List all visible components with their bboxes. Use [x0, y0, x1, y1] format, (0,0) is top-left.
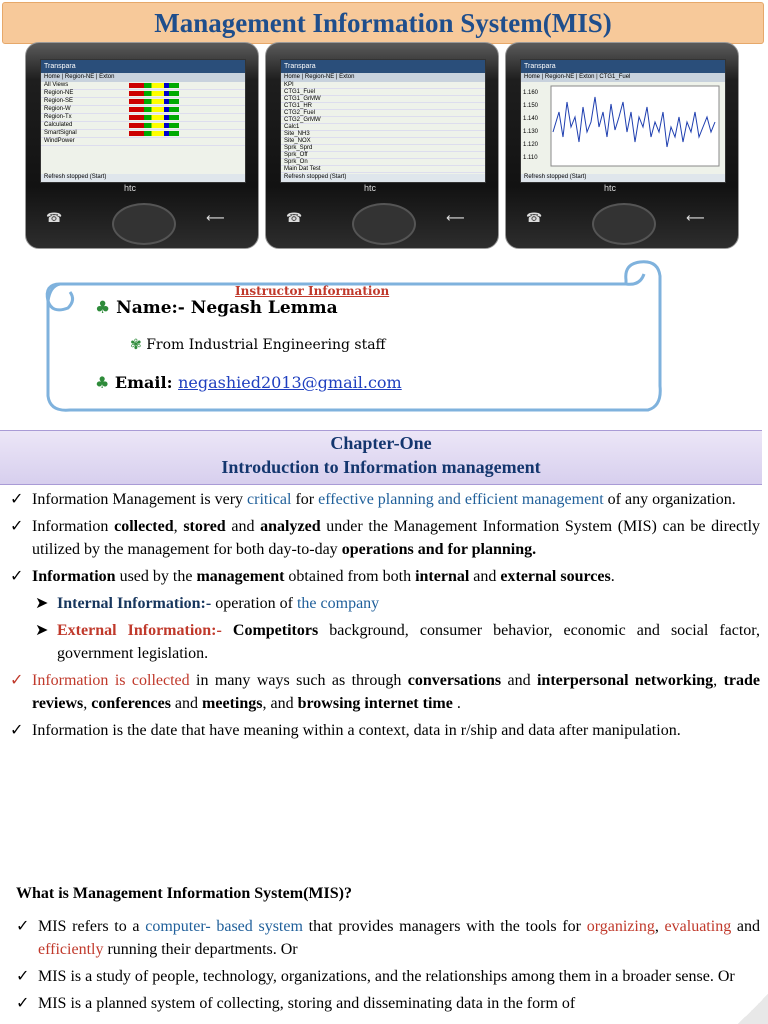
call-icon: ☎ [526, 211, 543, 226]
flower-icon: ✾ [130, 337, 142, 353]
clover-icon: ♣ [95, 298, 111, 318]
phone-3-tabs: Home | Region-NE | Exton | CTG1_Fuel [521, 73, 725, 82]
name-line [95, 298, 338, 318]
list-item: ✓ Information is the date that have meaning within a context, data in r/ship and data after manipulation. [10, 719, 760, 742]
list-item: ✓ MIS is a study of people, technology, organizations, and the relationships among them in a broader sense. Or [16, 965, 760, 988]
email-label: Email: [114, 373, 173, 392]
list-item: ✓ Information Management is very critical for effective planning and efficient management of any organization. [10, 488, 760, 511]
check-icon: ✓ [10, 491, 24, 508]
list-item: All Views [41, 82, 245, 90]
phone-1-tabs: Home | Region-NE | Exton [41, 73, 245, 82]
arrow-icon: ➤ [35, 622, 49, 639]
chapter-banner [0, 430, 762, 485]
nav-wheel [112, 203, 176, 245]
check-icon: ✓ [10, 722, 24, 739]
check-icon: ✓ [10, 672, 24, 689]
check-icon: ✓ [10, 518, 24, 535]
phone-2-tabs: Home | Region-NE | Exton [281, 73, 485, 82]
list-item: ➤ Internal Information:- operation of the company [10, 592, 760, 615]
phone-2-footer: Refresh stopped (Start) [281, 174, 485, 182]
list-item: CTG2_Fuel [281, 110, 485, 117]
mis-definitions [16, 915, 760, 1019]
phone-2-screen [280, 59, 486, 183]
list-item: ✓ Information collected, stored and analyzed under the Management Information System (MIS) can be directly utilized by the management for both day-to-day operations and for planning. [10, 515, 760, 561]
call-icon: ☎ [46, 211, 63, 226]
back-arrow-icon: ⟵ [206, 211, 225, 226]
check-icon: ✓ [16, 918, 30, 935]
check-icon: ✓ [16, 995, 30, 1012]
name-label: Name:- [116, 298, 185, 318]
phone-3-brand: Transpara [521, 60, 725, 73]
list-item: Site_NOX [281, 138, 485, 145]
check-icon: ✓ [10, 568, 24, 585]
chapter-title: Introduction to Information management [221, 457, 541, 477]
list-item: Site_NH3 [281, 131, 485, 138]
check-icon: ✓ [16, 968, 30, 985]
call-icon: ☎ [286, 211, 303, 226]
section-heading: What is Management Information System(MIS)? [16, 885, 352, 902]
list-item: CTG2_GrMW [281, 117, 485, 124]
chapter-number: Chapter-One [330, 433, 432, 453]
list-item: Region-W [41, 106, 245, 114]
svg-text:1.160: 1.160 [523, 90, 539, 96]
list-item: Region-NE [41, 90, 245, 98]
list-item: CTG1_Fuel [281, 89, 485, 96]
svg-text:1.120: 1.120 [523, 142, 539, 148]
main-content [10, 488, 760, 746]
page-title: Management Information System(MIS) [154, 8, 612, 38]
svg-text:1.130: 1.130 [523, 129, 539, 135]
phone-2 [265, 42, 499, 249]
page-curl [738, 994, 768, 1024]
phone-3 [505, 42, 739, 249]
list-item: SmartSignal [41, 130, 245, 138]
svg-text:1.140: 1.140 [523, 116, 539, 122]
phone-3-footer: Refresh stopped (Start) [521, 174, 725, 182]
phone-2-brand: Transpara [281, 60, 485, 73]
trend-chart-icon [521, 82, 725, 174]
list-item: ✓ MIS is a planned system of collecting, storing and disseminating data in the form of [16, 992, 760, 1015]
phone-1-footer: Refresh stopped (Start) [41, 174, 245, 182]
instructor-heading: Instructor Information [235, 284, 390, 298]
phone-1-screen [40, 59, 246, 183]
email-line [95, 373, 402, 392]
phone-images [25, 42, 750, 252]
list-item: Region-Tx [41, 114, 245, 122]
list-item: KPI [281, 82, 485, 89]
nav-wheel [592, 203, 656, 245]
svg-text:1.150: 1.150 [523, 103, 539, 109]
list-item: Sprk_Sprd [281, 145, 485, 152]
phone-1-maker: htc [124, 183, 137, 193]
list-item: Sprk_Off [281, 152, 485, 159]
list-item: ➤ External Information:- Competitors background, consumer behavior, economic and social factor, government legislation. [10, 619, 760, 665]
back-arrow-icon: ⟵ [686, 211, 705, 226]
list-item: Calculated [41, 122, 245, 130]
list-item: Main Dat Test [281, 166, 485, 173]
list-item: Region-SE [41, 98, 245, 106]
from-line [130, 337, 386, 353]
arrow-icon: ➤ [35, 595, 49, 612]
from-text: From Industrial Engineering staff [146, 337, 386, 353]
list-item: ✓ MIS refers to a computer- based system that provides managers with the tools for organizing, evaluating and efficiently running their departments. Or [16, 915, 760, 961]
list-item: ✓ Information used by the management obtained from both internal and external sources. [10, 565, 760, 588]
title-bar [2, 2, 764, 44]
phone-3-maker: htc [604, 183, 617, 193]
phone-1-brand: Transpara [41, 60, 245, 73]
list-item: CTG1_HR [281, 103, 485, 110]
list-item: ✓ Information is collected in many ways such as through conversations and interpersonal networking, trade reviews, conferences and meetings, and browsing internet time . [10, 669, 760, 715]
email-link[interactable]: negashied2013@gmail.com [178, 373, 402, 392]
list-item: Sprk_On [281, 159, 485, 166]
list-item: CTG1_GrMW [281, 96, 485, 103]
phone-1 [25, 42, 259, 249]
phone-2-maker: htc [364, 183, 377, 193]
instructor-name: Negash Lemma [190, 298, 338, 318]
nav-wheel [352, 203, 416, 245]
back-arrow-icon: ⟵ [446, 211, 465, 226]
clover-icon: ♣ [95, 373, 110, 392]
list-item: Calc1 [281, 124, 485, 131]
list-item: WindPower [41, 138, 245, 146]
svg-text:1.110: 1.110 [523, 155, 538, 161]
phone-3-screen [520, 59, 726, 183]
